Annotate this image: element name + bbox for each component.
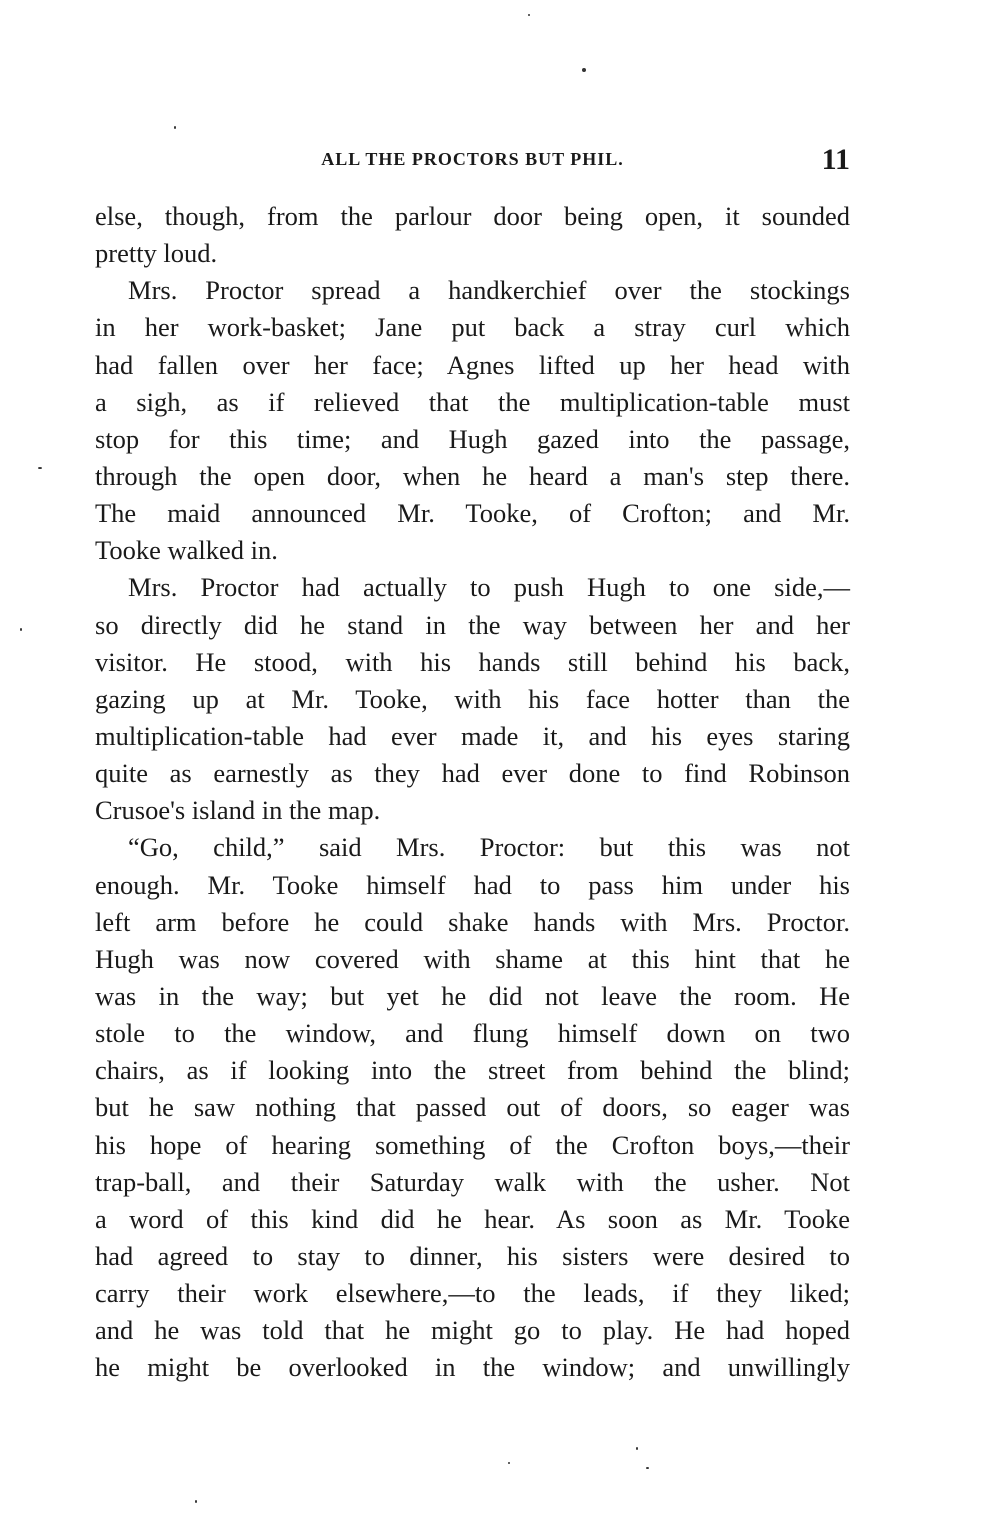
scan-speck: [582, 68, 586, 72]
text-line: had fallen over her face; Agnes lifted up her head with: [95, 349, 850, 380]
scan-speck: [38, 467, 42, 469]
text-line: Hugh was now covered with shame at this hint that he: [95, 943, 850, 974]
text-line: left arm before he could shake hands with Mrs. Proctor.: [95, 906, 850, 937]
scan-speck: [174, 126, 176, 129]
scan-speck: [528, 14, 530, 16]
text-line: his hope of hearing something of the Crofton boys,—their: [95, 1129, 850, 1160]
text-line: was in the way; but yet he did not leave the room. He: [95, 980, 850, 1011]
text-line: in her work-basket; Jane put back a stray curl which: [95, 312, 850, 343]
text-line: Mrs. Proctor spread a handkerchief over the stockings: [128, 275, 850, 306]
text-line: Tooke walked in.: [95, 535, 278, 566]
running-title: ALL THE PROCTORS BUT PHIL.: [321, 149, 624, 169]
text-line: stole to the window, and flung himself down on two: [95, 1018, 850, 1049]
text-line: he might be overlooked in the window; and unwillingly: [95, 1352, 850, 1383]
text-line: a sigh, as if relieved that the multiplication-table must: [95, 386, 850, 417]
text-line: gazing up at Mr. Tooke, with his face hotter than the: [95, 683, 850, 714]
text-line: visitor. He stood, with his hands still behind his back,: [95, 646, 850, 677]
scan-speck: [636, 1447, 638, 1450]
scan-speck: [195, 1500, 197, 1503]
running-head: [95, 143, 850, 183]
text-line: trap-ball, and their Saturday walk with the usher. Not: [95, 1166, 850, 1197]
body-text: [95, 198, 850, 1387]
text-line: multiplication-table had ever made it, and his eyes staring: [95, 720, 850, 751]
text-line: else, though, from the parlour door being open, it sounded: [95, 201, 850, 231]
text-line: had agreed to stay to dinner, his sisters were desired to: [95, 1240, 850, 1271]
scan-speck: [508, 1462, 510, 1464]
text-line: Mrs. Proctor had actually to push Hugh to one side,—: [128, 572, 850, 603]
text-line: through the open door, when he heard a man's step there.: [95, 460, 850, 491]
text-line: quite as earnestly as they had ever done to find Robinson: [95, 758, 850, 789]
page-number: 11: [821, 143, 850, 176]
text-line: a word of this kind did he hear. As soon as Mr. Tooke: [95, 1203, 850, 1234]
text-line: and he was told that he might go to play. He had hoped: [95, 1315, 850, 1346]
text-line: Crusoe's island in the map.: [95, 795, 381, 826]
text-line: stop for this time; and Hugh gazed into the passage,: [95, 423, 850, 454]
text-line: pretty loud.: [95, 238, 218, 269]
text-line: so directly did he stand in the way between her and her: [95, 609, 850, 640]
text-line: The maid announced Mr. Tooke, of Crofton; and Mr.: [95, 498, 850, 529]
scan-speck: [646, 1467, 649, 1469]
text-line: chairs, as if looking into the street from behind the blind;: [95, 1055, 850, 1086]
scan-speck: [20, 628, 22, 631]
text-line: “Go, child,” said Mrs. Proctor: but this was not: [128, 832, 850, 863]
text-line: enough. Mr. Tooke himself had to pass him under his: [95, 869, 850, 900]
text-line: carry their work elsewhere,—to the leads, if they liked;: [95, 1278, 850, 1309]
text-line: but he saw nothing that passed out of doors, so eager was: [95, 1092, 850, 1123]
